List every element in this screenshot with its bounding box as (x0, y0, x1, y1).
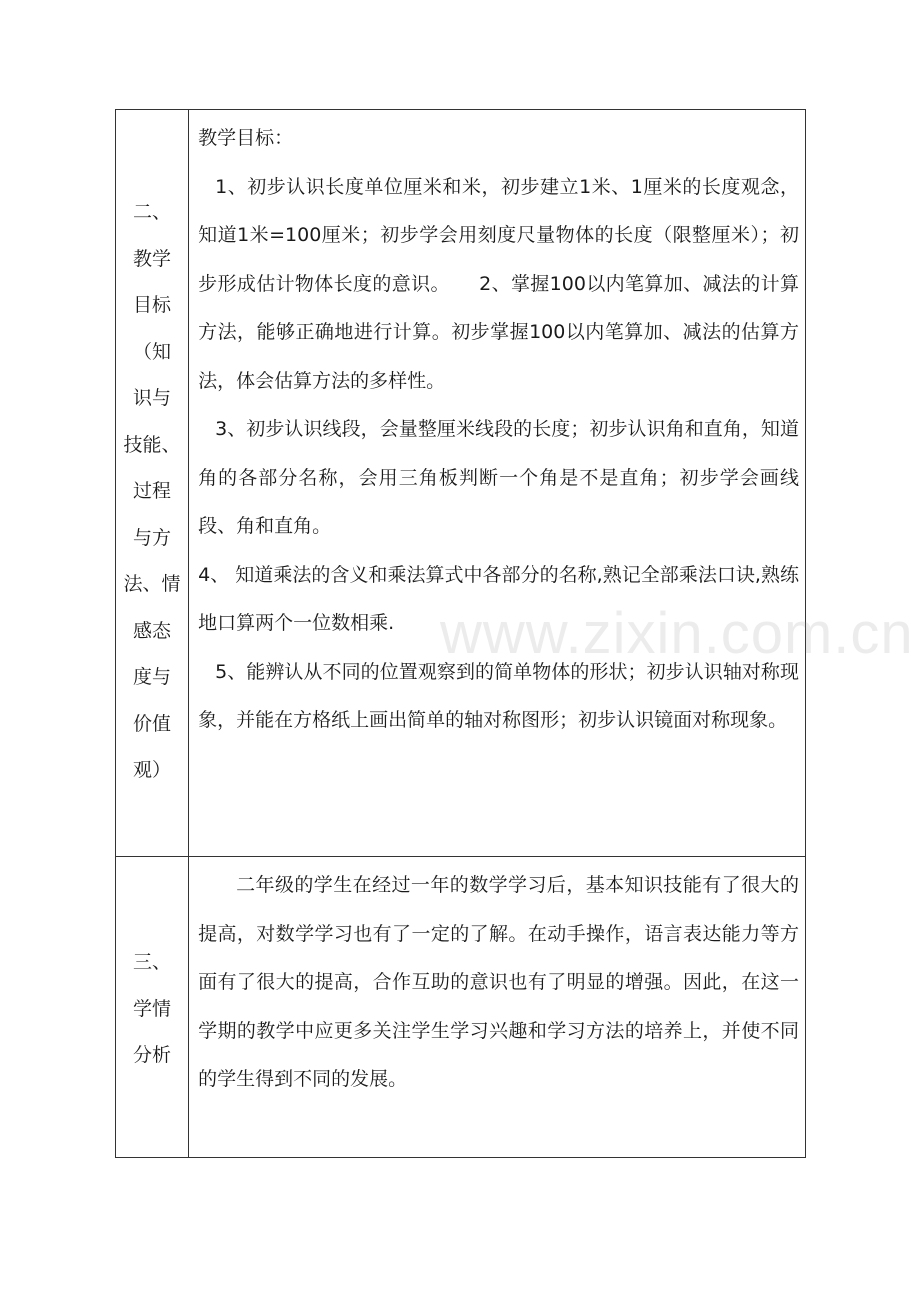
row-label-line: 学情 (133, 997, 172, 1020)
row-label-line: 二、 (133, 201, 172, 223)
row-label-line: （知 (133, 340, 172, 363)
row-label-line: 识与 (133, 387, 172, 409)
row-label-line: 教学 (133, 247, 172, 270)
lesson-plan-table (115, 109, 806, 1158)
teaching-goal-item: 3、初步认识线段，会量整厘米线段的长度；初步认识角和直角，知道角的各部分名称，会用三角板判断一个角是不是直角；初步学会画线段、角和直角。 (198, 418, 799, 537)
row-label-line: 三、 (133, 951, 172, 973)
student-analysis-text: 二年级的学生在经过一年的数学学习后，基本知识技能有了很大的提高，对数学学习也有了一定的了解。在动手操作，语言表达能力等方面有了很大的提高，合作互助的意识也有了明显的增强。因此，在这一学期的教学中应更多关注学生学习兴趣和学习方法的培养上，并使不同的学生得到不同的发展。 (198, 874, 799, 1090)
row-label-line: 价值 (133, 712, 172, 735)
row-label-line: 度与 (133, 666, 172, 688)
teaching-goals-row (116, 110, 806, 857)
teaching-goal-item: 4、 知道乘法的含义和乘法算式中各部分的名称,熟记全部乘法口诀,熟练地口算两个一位数相乘. (198, 563, 799, 634)
row-label-line: 法、情 (123, 573, 181, 595)
teaching-goals-content-cell (189, 110, 806, 857)
row-label-line: 感态 (133, 619, 172, 642)
row-label-line: 目标 (133, 294, 172, 316)
watermark: www.zixin.com.cn (440, 601, 914, 666)
row-label-line: 分析 (133, 1044, 172, 1066)
student-analysis-row (116, 857, 806, 1158)
student-analysis-content-cell (189, 857, 806, 1158)
teaching-goals-title: 教学目标： (198, 127, 294, 149)
teaching-goal-item: 1、初步认识长度单位厘米和米，初步建立1米、1厘米的长度观念，知道1米=100厘米；初步学会用刻度尺量物体的长度（限整厘米）；初步形成估计物体长度的意识。 2、掌握100以内笔算加、减法的计算方法，能够正确地进行计算。初步掌握100以内笔算加、减法的估算方法，体会估算方法的多样性。 (198, 175, 799, 392)
teaching-goals-label-cell (116, 110, 189, 857)
student-analysis-label-cell (116, 857, 189, 1158)
row-label-line: 技能、 (123, 433, 181, 456)
teaching-goal-item: 5、能辨认从不同的位置观察到的简单物体的形状；初步认识轴对称现象，并能在方格纸上画出简单的轴对称图形；初步认识镜面对称现象。 (198, 660, 799, 731)
row-label-line: 过程 (133, 480, 172, 502)
row-label-line: 与方 (133, 526, 172, 549)
row-label-line: 观） (133, 759, 172, 781)
